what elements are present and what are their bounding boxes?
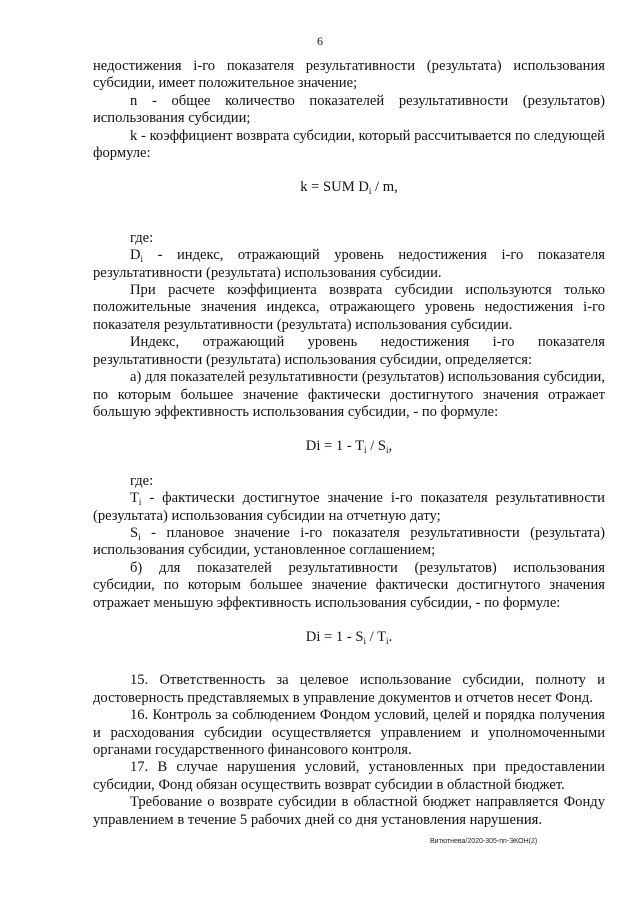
formula-di-a: $Di = 1 - T_i / S_i$, [305,438,393,456]
paragraph-17: 17. В случае нарушения условий, установленных при предоставлении субсидии, Фонд обязан осуществить возврат субсидии в областной бюджет. [93,759,605,793]
page-number: 6 [317,34,323,48]
paragraph-15: 15. Ответственность за целевое использование субсидии, полноту и достоверность представляемых в управление документов и отчетов несет Фонд. [93,672,605,706]
document-body [93,58,605,829]
paragraph-di-definition: $D_i$ - индекс, отражающий уровень недостижения i-го показателя результативности (результата) использования субсидии. [93,247,605,281]
where-label-2: где: [130,472,154,489]
paragraph-n-definition: n - общее количество показателей результативности (результатов) использования субсидии; [93,92,605,127]
paragraph-b: б) для показателей результативности (результатов) использования субсидии, по которым большее значение фактически достигнутого значения отражает меньшую эффективность использования субсидии, - по формуле: [93,559,605,611]
formula-k: k = SUM $D_i$ / m, [300,179,398,197]
formula-di-b: $Di = 1 - S_i / T_i$. [305,628,393,646]
paragraph-k-definition: k - коэффициент возврата субсидии, который рассчитывается по следующей формуле: [93,127,605,162]
paragraph-ti-definition: $T_i$ - фактически достигнутое значение i-го показателя результативности (результата) использования субсидии на отчетную дату; [93,490,605,524]
paragraph-calc: При расчете коэффициента возврата субсидии используются только положительные значения индекса, отражающего уровень недостижения i-го показателя результативности (результата) использования субсидии. [93,282,605,333]
paragraph-si-definition: $S_i$ - плановое значение i-го показателя результативности (результата) использования субсидии, установленное соглашением; [93,524,605,559]
where-label-1: где: [130,229,154,246]
paragraph-16: 16. Контроль за соблюдением Фондом условий, целей и порядка получения и расходования субсидии осуществляется управлением и уполномоченными органами государственного финансового контроля. [93,707,605,758]
paragraph-a: а) для показателей результативности (результатов) использования субсидии, по которым большее значение фактически достигнутого значения отражает большую эффективность использования субсидии, - по формуле: [93,369,605,420]
paragraph-index: Индекс, отражающий уровень недостижения i-го показателя результативности (результата) использования субсидии, определяется: [93,334,605,368]
paragraph-continuation: недостижения i-го показателя результативности (результата) использования субсидии, имеет положительное значение; [93,58,605,92]
footer-doc-id: Витютнева/2020-305-пп-ЭКОН(2) [430,838,538,845]
paragraph-requirement: Требование о возврате субсидии в областной бюджет направляется Фонду управлением в течение 5 рабочих дней со дня установления нарушения. [93,794,605,828]
